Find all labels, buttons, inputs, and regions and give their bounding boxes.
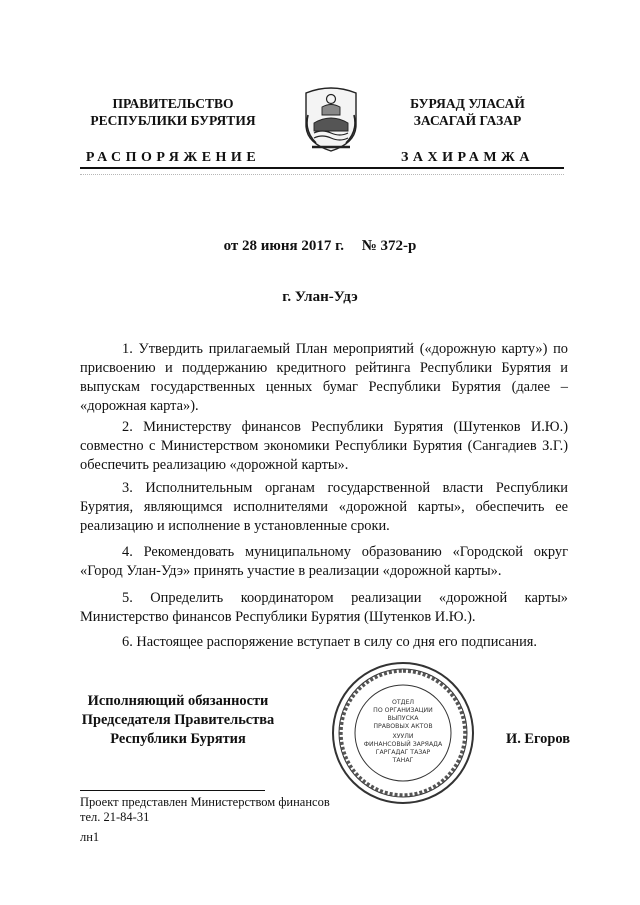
signatory-title-line-3: Республики Бурятия bbox=[110, 731, 246, 747]
seal-text-6: ФИНАНСОВЫЙ ЗАРЯАДА bbox=[363, 741, 443, 748]
coat-of-arms-icon bbox=[300, 85, 362, 153]
header-left bbox=[78, 95, 268, 166]
official-seal-stamp bbox=[330, 660, 476, 806]
paragraph-3: 3. Исполнительным органам государственной власти Республики Бурятия, являющимся исполнителями «дорожной карты», обеспечить ее реализацию и исполнение в установленные сроки. bbox=[80, 480, 568, 534]
seal-text-1: ОТДЕЛ bbox=[391, 699, 415, 706]
seal-text-2: ПО ОРГАНИЗАЦИИ bbox=[373, 707, 433, 714]
document-city: г. Улан-Удэ bbox=[282, 289, 358, 305]
header-left-line-1: ПРАВИТЕЛЬСТВО bbox=[112, 96, 234, 111]
paragraph-2: 2. Министерству финансов Республики Бурятия (Шутенков И.Ю.) совместно с Министерством экономики Республики Бурятия (Сангадиев З.Г.) обеспечить реализацию «дорожной карты». bbox=[80, 419, 568, 473]
footnote bbox=[80, 795, 330, 825]
document-number: № 372-р bbox=[361, 238, 417, 254]
footnote-line-1: Проект представлен Министерством финансов bbox=[80, 795, 330, 809]
seal-text-4: ПРАВОВЫХ АКТОВ bbox=[373, 723, 433, 730]
signatory-title bbox=[78, 692, 278, 749]
seal-text-8: ТАНАГ bbox=[392, 757, 414, 764]
paragraph-4: 4. Рекомендовать муниципальному образованию «Городской округ «Город Улан-Удэ» принять участие в реализации «дорожной карты». bbox=[80, 544, 568, 579]
signatory-title-line-1: Исполняющий обязанности bbox=[87, 693, 269, 709]
header-right bbox=[385, 95, 550, 166]
date-number-line bbox=[0, 238, 640, 255]
seal-text-3: ВЫПУСКА bbox=[387, 715, 419, 722]
header-right-line-2: ЗАСАГАЙ ГАЗАР bbox=[413, 113, 522, 128]
header-left-line-2: РЕСПУБЛИКИ БУРЯТИЯ bbox=[90, 113, 256, 128]
signatory-title-line-2: Председателя Правительства bbox=[81, 712, 275, 728]
seal-text-7: ГАРГАДАГ ТАЗАР bbox=[375, 749, 431, 756]
paragraph-1: 1. Утвердить прилагаемый План мероприятий («дорожную карту») по присвоению и поддержанию кредитного рейтинга Республики Бурятия и выпускам государственных ценных бумаг Республики Бурятия (далее – «дорожная карта»). bbox=[80, 341, 568, 414]
seal-text-5: ХУУЛИ bbox=[392, 733, 414, 740]
paragraph-6: 6. Настоящее распоряжение вступает в силу со дня его подписания. bbox=[122, 634, 537, 650]
header-right-line-1: БУРЯАД УЛАСАЙ bbox=[410, 96, 525, 111]
doc-type-left: РАСПОРЯЖЕНИЕ bbox=[85, 150, 261, 165]
footnote-rule bbox=[80, 790, 265, 791]
doc-type-right: ЗАХИРАМЖА bbox=[400, 150, 535, 165]
signatory-name: И. Егоров bbox=[506, 731, 570, 747]
header-dotted-line bbox=[80, 174, 564, 175]
footnote-line-2: тел. 21-84-31 bbox=[80, 810, 150, 824]
document-code: лн1 bbox=[80, 830, 100, 844]
document-date: от 28 июня 2017 г. bbox=[223, 238, 344, 254]
paragraph-5: 5. Определить координатором реализации «дорожной карты» Министерство финансов Республики Бурятия (Шутенков И.Ю.). bbox=[80, 590, 568, 625]
header-rule bbox=[80, 167, 564, 169]
